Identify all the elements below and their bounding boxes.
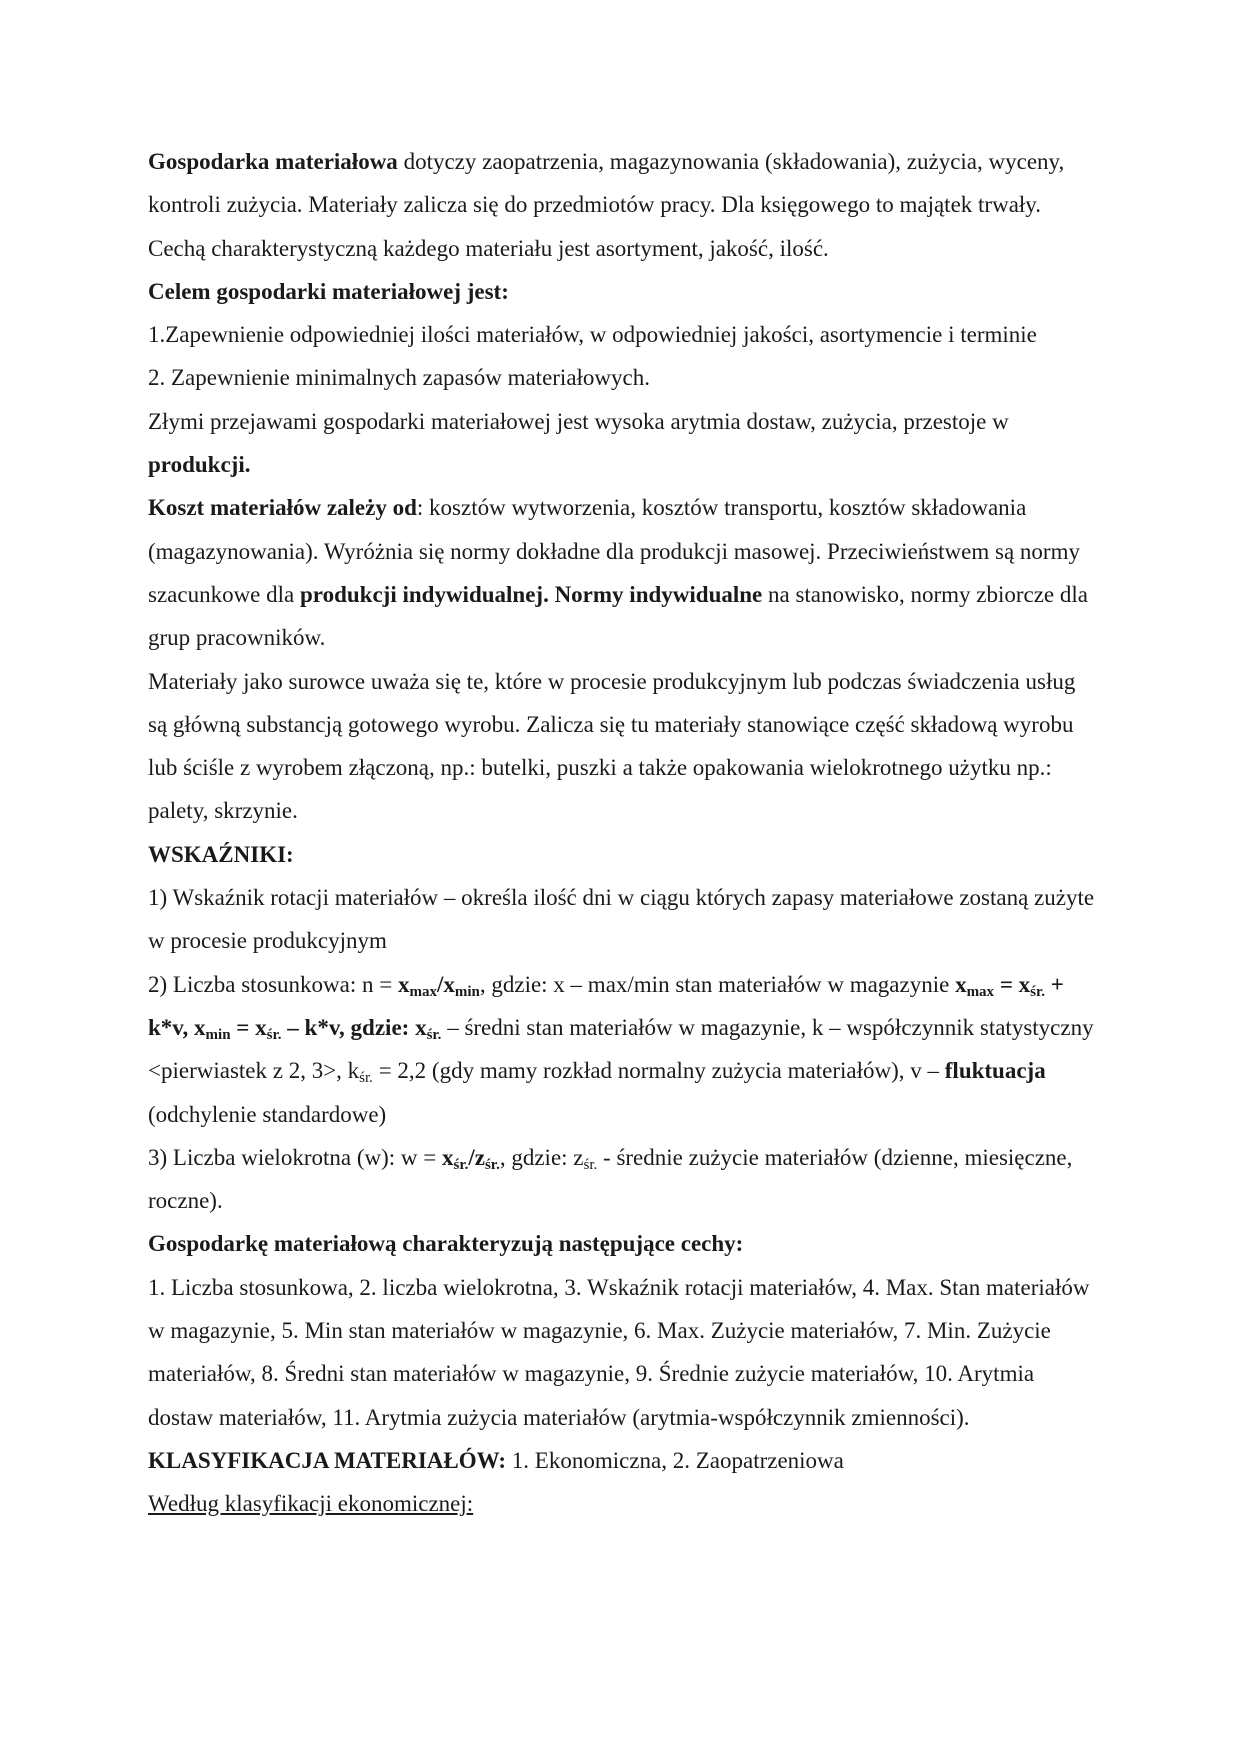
- bad-symptoms-paragraph: Złymi przejawami gospodarki materiałowej jest wysoka arytmia dostaw, zużycia, przestoje w produkcji.: [148, 408, 1009, 478]
- classification-heading: KLASYFIKACJA MATERIAŁÓW:: [148, 1447, 507, 1473]
- indicator-1: 1) Wskaźnik rotacji materiałów – określa ilość dni w ciągu których zapasy materiałowe zostaną zużyte w procesie produkcyjnym: [148, 885, 1095, 954]
- intro-text: dotyczy zaopatrzenia, magazynowania (składowania), zużycia, wyceny, kontroli zużycia. Materiały zalicza się do przedmiotów pracy. Dla księgowego to majątek trwały. Cechą charakterystyczną każdego materiału jest asortyment, jakość, ilość.: [148, 149, 1065, 261]
- intro-term: Gospodarka materiałowa: [148, 149, 398, 174]
- goal-item-1: 1.Zapewnienie odpowiedniej ilości materiałów, w odpowiedniej jakości, asortymencie i terminie: [148, 322, 1037, 348]
- raw-materials-paragraph: Materiały jako surowce uważa się te, które w procesie produkcyjnym lub podczas świadczenia usług są główną substancją gotowego wyrobu. Zalicza się tu materiały stanowiące część składową wyrobu lub ściśle z wyrobem złączoną, np.: butelki, puszki a także opakowania wielokrotnego użytku np.: palety, skrzynie.: [148, 668, 1076, 824]
- cost-term: Koszt materiałów zależy od: [148, 495, 417, 521]
- indicators-heading: WSKAŹNIKI:: [148, 841, 294, 867]
- economic-classification-subheading: Według klasyfikacji ekonomicznej:: [148, 1491, 474, 1517]
- indicator-3: 3) Liczba wielokrotna (w): $w = x_{śr.}/z_{śr.}$, gdzie: $z_{śr.}$ - średnie zużycie materiałów (dzienne, miesięczne, roczne).: [148, 1144, 1073, 1214]
- classification-paragraph: KLASYFIKACJA MATERIAŁÓW: 1. Ekonomiczna, 2. Zaopatrzeniowa: [148, 1447, 844, 1473]
- features-heading: Gospodarkę materiałową charakteryzują następujące cechy:: [148, 1231, 744, 1257]
- goal-item-2: 2. Zapewnienie minimalnych zapasów materiałowych.: [148, 365, 650, 391]
- cost-paragraph: Koszt materiałów zależy od: kosztów wytworzenia, kosztów transportu, kosztów składowania (magazynowania). Wyróżnia się normy dokładne dla produkcji masowej. Przeciwieństwem są normy szacunkowe dla produkcji indywidualnej. Normy indywidualne na stanowisko, normy zbiorcze dla grup pracowników.: [148, 495, 1088, 651]
- intro-paragraph: [148, 140, 1098, 270]
- indicator-2: 2) Liczba stosunkowa: $n = x_{max}/x_{min}$, gdzie: x – max/min stan materiałów w magazynie $x_{max} = x_{śr.} + k*v$, $x_{min} = x_{śr.} - k*v$, gdzie: $x_{śr.}$ – średni stan materiałów w magazynie, k – współczynnik statystyczny <pierwiastek z 2, 3>, $k_{śr.} = 2,2$ (gdy mamy rozkład normalny zużycia materiałów), v – fluktuacja (odchylenie standardowe): [148, 971, 1094, 1127]
- document-page: [148, 140, 1098, 1526]
- goal-heading: Celem gospodarki materiałowej jest:: [148, 278, 509, 304]
- features-list: 1. Liczba stosunkowa, 2. liczba wielokrotna, 3. Wskaźnik rotacji materiałów, 4. Max. Stan materiałów w magazynie, 5. Min stan materiałów w magazynie, 6. Max. Zużycie materiałów, 7. Min. Zużycie materiałów, 8. Średni stan materiałów w magazynie, 9. Średnie zużycie materiałów, 10. Arytmia dostaw materiałów, 11. Arytmia zużycia materiałów (arytmia-współczynnik zmienności).: [148, 1274, 1090, 1430]
